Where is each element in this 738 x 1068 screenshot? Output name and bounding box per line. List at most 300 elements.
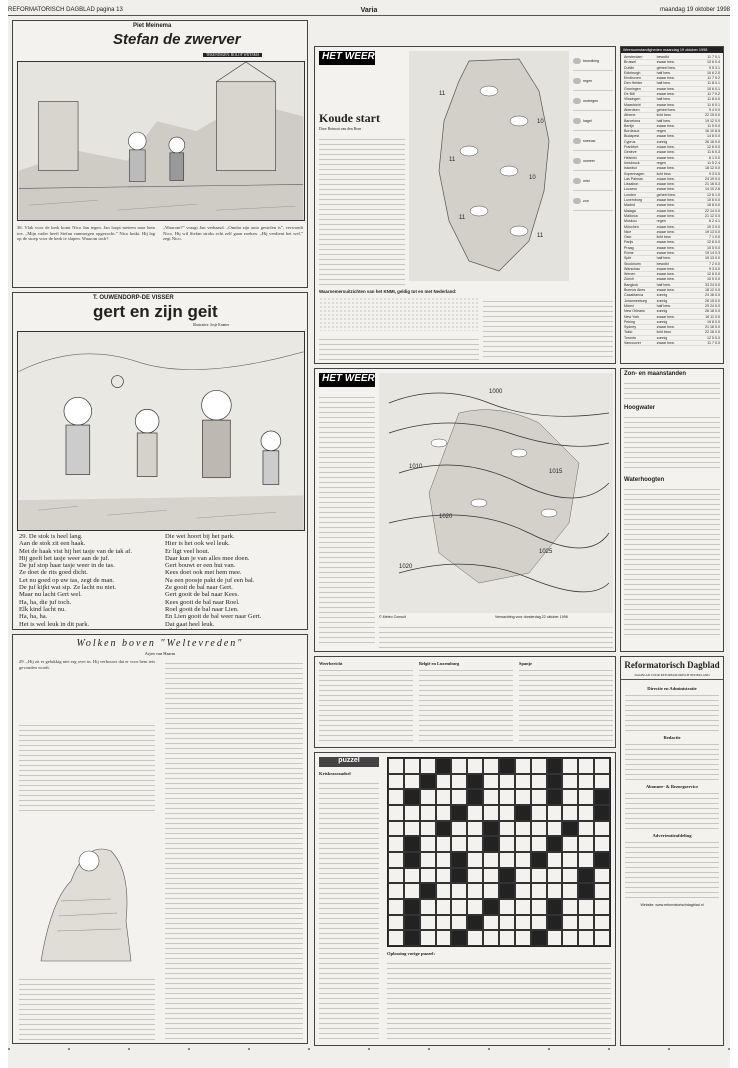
crossword-cell[interactable] [515, 821, 531, 837]
city-values: 7 2 0.0 [709, 261, 720, 266]
city-condition: zwaar bew. [656, 134, 675, 139]
city-name: Londen [624, 192, 636, 197]
crossword-cell[interactable] [578, 836, 594, 852]
crossword-cell[interactable] [451, 915, 467, 931]
crossword-cell [499, 758, 515, 774]
crossword-cell[interactable] [562, 915, 578, 931]
poem-left-line: Aan de stok zit een haak. [19, 540, 86, 548]
crossword-cell[interactable] [594, 836, 610, 852]
crossword-cell[interactable] [594, 899, 610, 915]
crossword-cell[interactable] [515, 789, 531, 805]
crossword-cell [547, 836, 563, 852]
city-name: Maastricht [624, 102, 641, 107]
crossword-cell[interactable] [388, 915, 404, 931]
crossword-cell[interactable] [499, 821, 515, 837]
crossword-cell[interactable] [499, 930, 515, 946]
map-caption: Verwachting voor donderdag 22 oktober 1998 [495, 615, 568, 619]
city-condition: zwaar bew. [656, 123, 675, 128]
legend-item [573, 191, 613, 211]
crossword-cell[interactable] [467, 930, 483, 946]
city-name: Wenen [624, 272, 636, 277]
city-name: Oslo [624, 235, 632, 240]
city-name: Brussel [624, 60, 636, 65]
rd-item-heading: Directie en Administratie [647, 686, 697, 691]
poem-left-line: Ha, ha, die juf toch. [19, 598, 72, 606]
legend-item [573, 51, 613, 71]
legend-label: sneeuw [583, 138, 596, 143]
crossword-cell[interactable] [531, 758, 547, 774]
comic-stefan [12, 20, 308, 288]
crossword-cell[interactable] [451, 789, 467, 805]
crossword-cell[interactable] [467, 883, 483, 899]
city-name: Moskou [624, 219, 637, 224]
crossword-cell[interactable] [436, 883, 452, 899]
poem-right-line: En Lien gooit de bal weer naar Gert. [165, 613, 262, 621]
puzzle-title: puzzel [319, 757, 379, 767]
crossword-cell[interactable] [562, 883, 578, 899]
crossword-cell[interactable] [562, 774, 578, 790]
crossword-cell[interactable] [562, 805, 578, 821]
crossword-cell[interactable] [578, 915, 594, 931]
crossword-cell[interactable] [578, 758, 594, 774]
crossword-cell[interactable] [483, 868, 499, 884]
crossword-cell[interactable] [420, 821, 436, 837]
city-condition: zwaar bew. [656, 92, 675, 97]
city-condition: zwaar bew. [656, 198, 675, 203]
crossword-cell[interactable] [451, 821, 467, 837]
rd-item-text [625, 740, 719, 780]
crossword-cell[interactable] [451, 774, 467, 790]
city-values: 11 8 0.0 [707, 97, 720, 102]
crossword-cell[interactable] [388, 805, 404, 821]
crossword-cell[interactable] [531, 915, 547, 931]
crossword-cell[interactable] [515, 883, 531, 899]
crossword-cell[interactable] [515, 836, 531, 852]
crossword-cell [467, 774, 483, 790]
city-values: 26 18 0.0 [705, 309, 720, 314]
crossword-cell[interactable] [436, 899, 452, 915]
city-condition: zwaar bew. [656, 155, 675, 160]
city-values: 29 24 0.0 [705, 303, 720, 308]
crossword-cell[interactable] [404, 805, 420, 821]
legend-label: mist [583, 178, 590, 183]
city-values: 14 8 0.0 [707, 134, 720, 139]
crossword-cell[interactable] [388, 852, 404, 868]
crossword-cell[interactable] [451, 836, 467, 852]
crossword-cell[interactable] [531, 868, 547, 884]
crossword-cell[interactable] [420, 758, 436, 774]
poem-left-line: Maar nu lacht Gert wel. [19, 591, 82, 599]
crossword-cell[interactable] [562, 868, 578, 884]
waterhoogte-text [621, 485, 723, 635]
rd-item-heading: Abonnee- & Bezorgservice [645, 784, 699, 789]
city-values: 24 16 0.0 [705, 293, 720, 298]
comic-caption: TEKENINGEN: ROLOF WIJTSMA [203, 53, 262, 57]
crossword-cell[interactable] [578, 774, 594, 790]
crossword-cell[interactable] [499, 915, 515, 931]
city-values: 12 6 0.0 [707, 272, 720, 277]
comic-text-2: „Waarom?” vraagt Jan verbaasd. „Omdat zijn auto gestolen is”, verwondt Nico. Hij wil Stefan straks echt zelf gaan zoeken. „Hij verdient het wel,” zegt Nico. [163, 225, 303, 242]
svg-text:1000: 1000 [489, 389, 503, 395]
city-values: 11 7 0.0 [707, 341, 720, 346]
crossword-cell[interactable] [483, 883, 499, 899]
map-source: © Meteo Consult [379, 615, 406, 619]
crossword-cell[interactable] [562, 789, 578, 805]
poem-left-line: Elk kind lacht nu. [19, 605, 66, 613]
crossword-cell [547, 758, 563, 774]
city-name: Istanbul [624, 166, 637, 171]
city-name: Johannesburg [624, 298, 647, 303]
crossword-cell[interactable] [436, 868, 452, 884]
city-condition: zwaar bew. [656, 325, 675, 330]
hoogwater-text [621, 413, 723, 473]
crossword-cell[interactable] [420, 852, 436, 868]
crossword-cell[interactable] [388, 883, 404, 899]
city-values: 26 15 0.0 [705, 298, 720, 303]
city-name: Zürich [624, 277, 634, 282]
crossword-cell[interactable] [436, 805, 452, 821]
city-condition: zwaar bew. [656, 272, 675, 277]
crossword-cell [467, 915, 483, 931]
text-line [319, 741, 413, 745]
crossword-cell[interactable] [515, 774, 531, 790]
crossword-cell [404, 789, 420, 805]
crossword-cell [420, 774, 436, 790]
crossword-cell[interactable] [531, 821, 547, 837]
city-values: 7 1 0.0 [709, 235, 720, 240]
story-author: Arjen van Haarm [144, 651, 176, 656]
crossword-cell[interactable] [578, 899, 594, 915]
weather-table-title: Waarnemersuitzichten van het KNMI, geldig tot en met Nederland: [319, 289, 457, 294]
crossword-grid[interactable] [387, 757, 611, 947]
crossword-cell [547, 899, 563, 915]
crossword-cell[interactable] [562, 758, 578, 774]
crossword-cell[interactable] [578, 789, 594, 805]
city-values: 21 12 0.0 [705, 213, 720, 218]
crossword-cell[interactable] [531, 789, 547, 805]
svg-text:11: 11 [537, 233, 544, 239]
crossword-cell[interactable] [404, 774, 420, 790]
crossword-cell[interactable] [483, 915, 499, 931]
crossword-cell[interactable] [388, 821, 404, 837]
crossword-cell[interactable] [499, 805, 515, 821]
poem-right-line: Hier is het ook wel leuk. [165, 540, 230, 548]
crossword-cell[interactable] [483, 852, 499, 868]
crossword-cell[interactable] [467, 852, 483, 868]
crossword-cell [594, 789, 610, 805]
crossword-cell[interactable] [467, 868, 483, 884]
city-values: 19 14 0.3 [705, 250, 720, 255]
crossword-cell[interactable] [436, 915, 452, 931]
crossword-cell [499, 868, 515, 884]
crossword-cell [483, 899, 499, 915]
rd-contact: Website: www.reformatorischdagblad.nl [640, 903, 704, 907]
crossword-cell[interactable] [578, 821, 594, 837]
crossword-cell[interactable] [562, 852, 578, 868]
crossword-cell[interactable] [388, 774, 404, 790]
crossword-cell[interactable] [404, 868, 420, 884]
city-name: Athene [624, 113, 636, 118]
city-table-title: Weersomstandigheden [623, 48, 662, 52]
crossword-cell[interactable] [594, 930, 610, 946]
crossword-cell[interactable] [388, 899, 404, 915]
legend-item [573, 91, 613, 111]
legend-item [573, 111, 613, 131]
crossword-cell[interactable] [436, 836, 452, 852]
city-rows [621, 53, 723, 348]
city-name: Luxemburg [624, 198, 642, 203]
crossword-cell[interactable] [451, 899, 467, 915]
crossword-cell[interactable] [467, 899, 483, 915]
city-condition: zwaar bew. [656, 150, 675, 155]
crossword-cell[interactable] [436, 789, 452, 805]
crossword-cell[interactable] [388, 930, 404, 946]
crossword-cell[interactable] [483, 789, 499, 805]
crossword-cell[interactable] [547, 868, 563, 884]
city-values: 33 24 0.0 [705, 282, 720, 287]
crossword-cell[interactable] [562, 899, 578, 915]
legend-icon [573, 198, 581, 204]
crossword-cell[interactable] [531, 805, 547, 821]
city-name: Cyprus [624, 139, 636, 144]
poem-right-line [165, 628, 305, 629]
crossword-cell[interactable] [467, 836, 483, 852]
crossword-cell[interactable] [420, 836, 436, 852]
poem-right-line: Dat gaat heel leuk. [165, 620, 215, 628]
city-values: 10 6 0.0 [707, 198, 720, 203]
poem-right-line: Na een poosje pakt de juf een bal. [165, 576, 255, 584]
rd-title: Reformatorisch Dagblad [624, 660, 720, 670]
crossword-cell[interactable] [531, 899, 547, 915]
crossword-cell[interactable] [483, 758, 499, 774]
crossword-cell[interactable] [420, 930, 436, 946]
crossword-cell[interactable] [404, 821, 420, 837]
city-values: 11 6 0.1 [707, 102, 720, 107]
city-condition: zwaar bew. [656, 266, 675, 271]
crossword-cell[interactable] [547, 883, 563, 899]
city-name: Tokio [624, 330, 633, 335]
city-values: 22 16 0.0 [705, 330, 720, 335]
city-condition: zwaar bew. [656, 229, 675, 234]
crossword-cell[interactable] [547, 821, 563, 837]
text-line [319, 638, 375, 643]
waterhoogte-title: Waterhoogten [624, 477, 665, 483]
legend-label: motregen [583, 98, 599, 103]
crossword-cell[interactable] [499, 774, 515, 790]
svg-text:10: 10 [529, 175, 536, 181]
crossword-cell[interactable] [531, 774, 547, 790]
city-values: 16 11 0.0 [705, 314, 720, 319]
crossword-cell[interactable] [436, 930, 452, 946]
city-values: 21 16 5.3 [705, 182, 720, 187]
crossword-cell[interactable] [515, 758, 531, 774]
city-condition: zwaar bew. [656, 60, 675, 65]
city-values: 19 12 0.0 [705, 118, 720, 123]
header-left: REFORMATORISCH DAGBLAD pagina 13 [8, 7, 123, 13]
rd-item-text [625, 838, 719, 898]
crossword-cell[interactable] [594, 868, 610, 884]
weather-section-2 [314, 368, 616, 652]
legend-label: bewolking [583, 58, 599, 63]
city-values: 12 5 0.0 [707, 335, 720, 340]
city-name: Toronto [624, 335, 636, 340]
crossword-cell[interactable] [436, 774, 452, 790]
crossword-cell[interactable] [483, 774, 499, 790]
city-values: 24 19 0.0 [705, 176, 720, 181]
city-row [624, 341, 720, 346]
story-title: Wolken boven "Weltevreden" [76, 638, 244, 649]
crossword-cell[interactable] [547, 852, 563, 868]
crossword-cell[interactable] [388, 758, 404, 774]
crossword-cell[interactable] [420, 868, 436, 884]
crossword-cell[interactable] [531, 883, 547, 899]
city-condition: zwaar bew. [656, 166, 675, 171]
text-line [319, 1034, 379, 1039]
crossword-cell [451, 930, 467, 946]
poem-left-line: De juf kijkt wat sip. Ze lacht nu niet. [19, 584, 117, 592]
rd-item-text [625, 789, 719, 829]
svg-text:1020: 1020 [439, 514, 453, 520]
crossword-cell[interactable] [420, 805, 436, 821]
crossword-cell[interactable] [547, 930, 563, 946]
poem-right-line: Gert gooit de bal naar Kees. [165, 591, 239, 599]
crossword-cell[interactable] [515, 852, 531, 868]
city-condition: regen [656, 129, 666, 134]
city-condition: half bew. [656, 303, 671, 308]
crossword-cell[interactable] [547, 805, 563, 821]
city-condition: zwaar bew. [656, 314, 675, 319]
city-name: Rome [624, 250, 634, 255]
crossword-cell[interactable] [594, 758, 610, 774]
city-values: 11 6 0.3 [707, 150, 720, 155]
crossword-cell[interactable] [515, 930, 531, 946]
city-name: Dublin [624, 65, 635, 70]
crossword-cell [547, 789, 563, 805]
weather-map-europe [379, 373, 613, 613]
crossword-cell[interactable] [436, 852, 452, 868]
crossword-cell[interactable] [467, 805, 483, 821]
crossword-cell [483, 821, 499, 837]
crossword-cell[interactable] [499, 836, 515, 852]
crossword-cell[interactable] [578, 930, 594, 946]
hoogwater-title: Hoogwater [624, 405, 656, 411]
crossword-cell[interactable] [594, 915, 610, 931]
side-info [620, 368, 724, 652]
city-name: Bangkok [624, 282, 638, 287]
crossword-cell[interactable] [483, 930, 499, 946]
story-weltevreden [12, 634, 308, 1044]
crossword-cell [451, 852, 467, 868]
city-name: Split [624, 256, 631, 261]
crossword-cell[interactable] [404, 883, 420, 899]
crossword-cell[interactable] [594, 774, 610, 790]
crossword-cell[interactable] [515, 868, 531, 884]
crossword-cell[interactable] [483, 805, 499, 821]
city-name: Parijs [624, 240, 633, 245]
crossword-cell[interactable] [420, 789, 436, 805]
section-heading: Weerbericht [319, 661, 343, 666]
comic-panel [17, 61, 305, 221]
crossword-cell[interactable] [594, 883, 610, 899]
crossword-cell [531, 930, 547, 946]
svg-text:1020: 1020 [399, 564, 413, 570]
crossword-cell[interactable] [562, 930, 578, 946]
comic-author: Piet Meinema [133, 23, 172, 29]
city-values: 22 14 0.0 [705, 208, 720, 213]
crossword-cell[interactable] [515, 915, 531, 931]
crossword-cell[interactable] [404, 758, 420, 774]
city-weather-table [620, 46, 724, 364]
city-condition: zwaar bew. [656, 187, 675, 192]
crossword-cell[interactable] [467, 758, 483, 774]
city-condition: zwaar bew. [656, 288, 675, 293]
crossword-cell[interactable] [467, 821, 483, 837]
crossword-cell[interactable] [562, 836, 578, 852]
crossword-cell[interactable] [388, 868, 404, 884]
crossword-cell[interactable] [451, 758, 467, 774]
city-values: 11 7 0.2 [707, 92, 720, 97]
crossword-cell[interactable] [420, 899, 436, 915]
city-name: Vancouver [624, 341, 641, 346]
city-condition: zwaar bew. [656, 76, 675, 81]
zon-text [621, 379, 723, 401]
page-footer-marks [8, 1048, 730, 1054]
city-name: Aberdeen [624, 107, 640, 112]
crossword-cell[interactable] [499, 899, 515, 915]
comic2-caption: Illustraties: Josje Kramer [193, 323, 230, 327]
crossword-cell [404, 852, 420, 868]
city-name: Praag [624, 245, 634, 250]
comic2-panel [17, 331, 305, 531]
crossword-cell[interactable] [578, 852, 594, 868]
crossword-cell [578, 883, 594, 899]
crossword-cell[interactable] [499, 789, 515, 805]
city-condition: half bew. [656, 118, 671, 123]
crossword-cell [547, 774, 563, 790]
comic-gert [12, 292, 308, 630]
crossword-cell[interactable] [420, 915, 436, 931]
city-name: Den Helder [624, 81, 643, 86]
story-column-2 [165, 659, 303, 1041]
crossword-cell[interactable] [594, 821, 610, 837]
crossword-cell[interactable] [578, 805, 594, 821]
city-condition: geheel bew. [656, 65, 676, 70]
legend-label: regen [583, 78, 593, 83]
city-values: 14 10 2.6 [705, 187, 720, 192]
weather2-lower [379, 623, 613, 649]
crossword-cell[interactable] [451, 883, 467, 899]
crossword-cell [515, 805, 531, 821]
city-condition: half bew. [656, 282, 671, 287]
city-condition: half bew. [656, 97, 671, 102]
weather-headline: Koude start [319, 111, 380, 125]
city-name: Innsbruck [624, 160, 640, 165]
crossword-cell[interactable] [531, 836, 547, 852]
legend-icon [573, 178, 581, 184]
crossword-cell[interactable] [388, 789, 404, 805]
city-values: 11 5 2.4 [707, 160, 720, 165]
comic-text-1: 38. Vlak voor de kerk komt Nico Jan tegen. Jan loopt meteen naar hem toe. „Mijn vader heeft Stefan vanmorgen opgezocht.” Nico knikt. Hij lag op de stoep voor de kerk te slapen. Waarom toch? [17, 225, 155, 242]
city-name: Mallorca [624, 213, 638, 218]
crossword-cell[interactable] [388, 836, 404, 852]
poem-left-line: Let nu goed op uw tas, zegt de man. [19, 576, 115, 584]
city-values: 21 16 0.0 [705, 325, 720, 330]
crossword-cell [451, 868, 467, 884]
crossword-cell[interactable] [515, 899, 531, 915]
legend-icon [573, 158, 581, 164]
crossword-cell[interactable] [499, 852, 515, 868]
section-heading: België en Luxemburg [419, 661, 460, 666]
